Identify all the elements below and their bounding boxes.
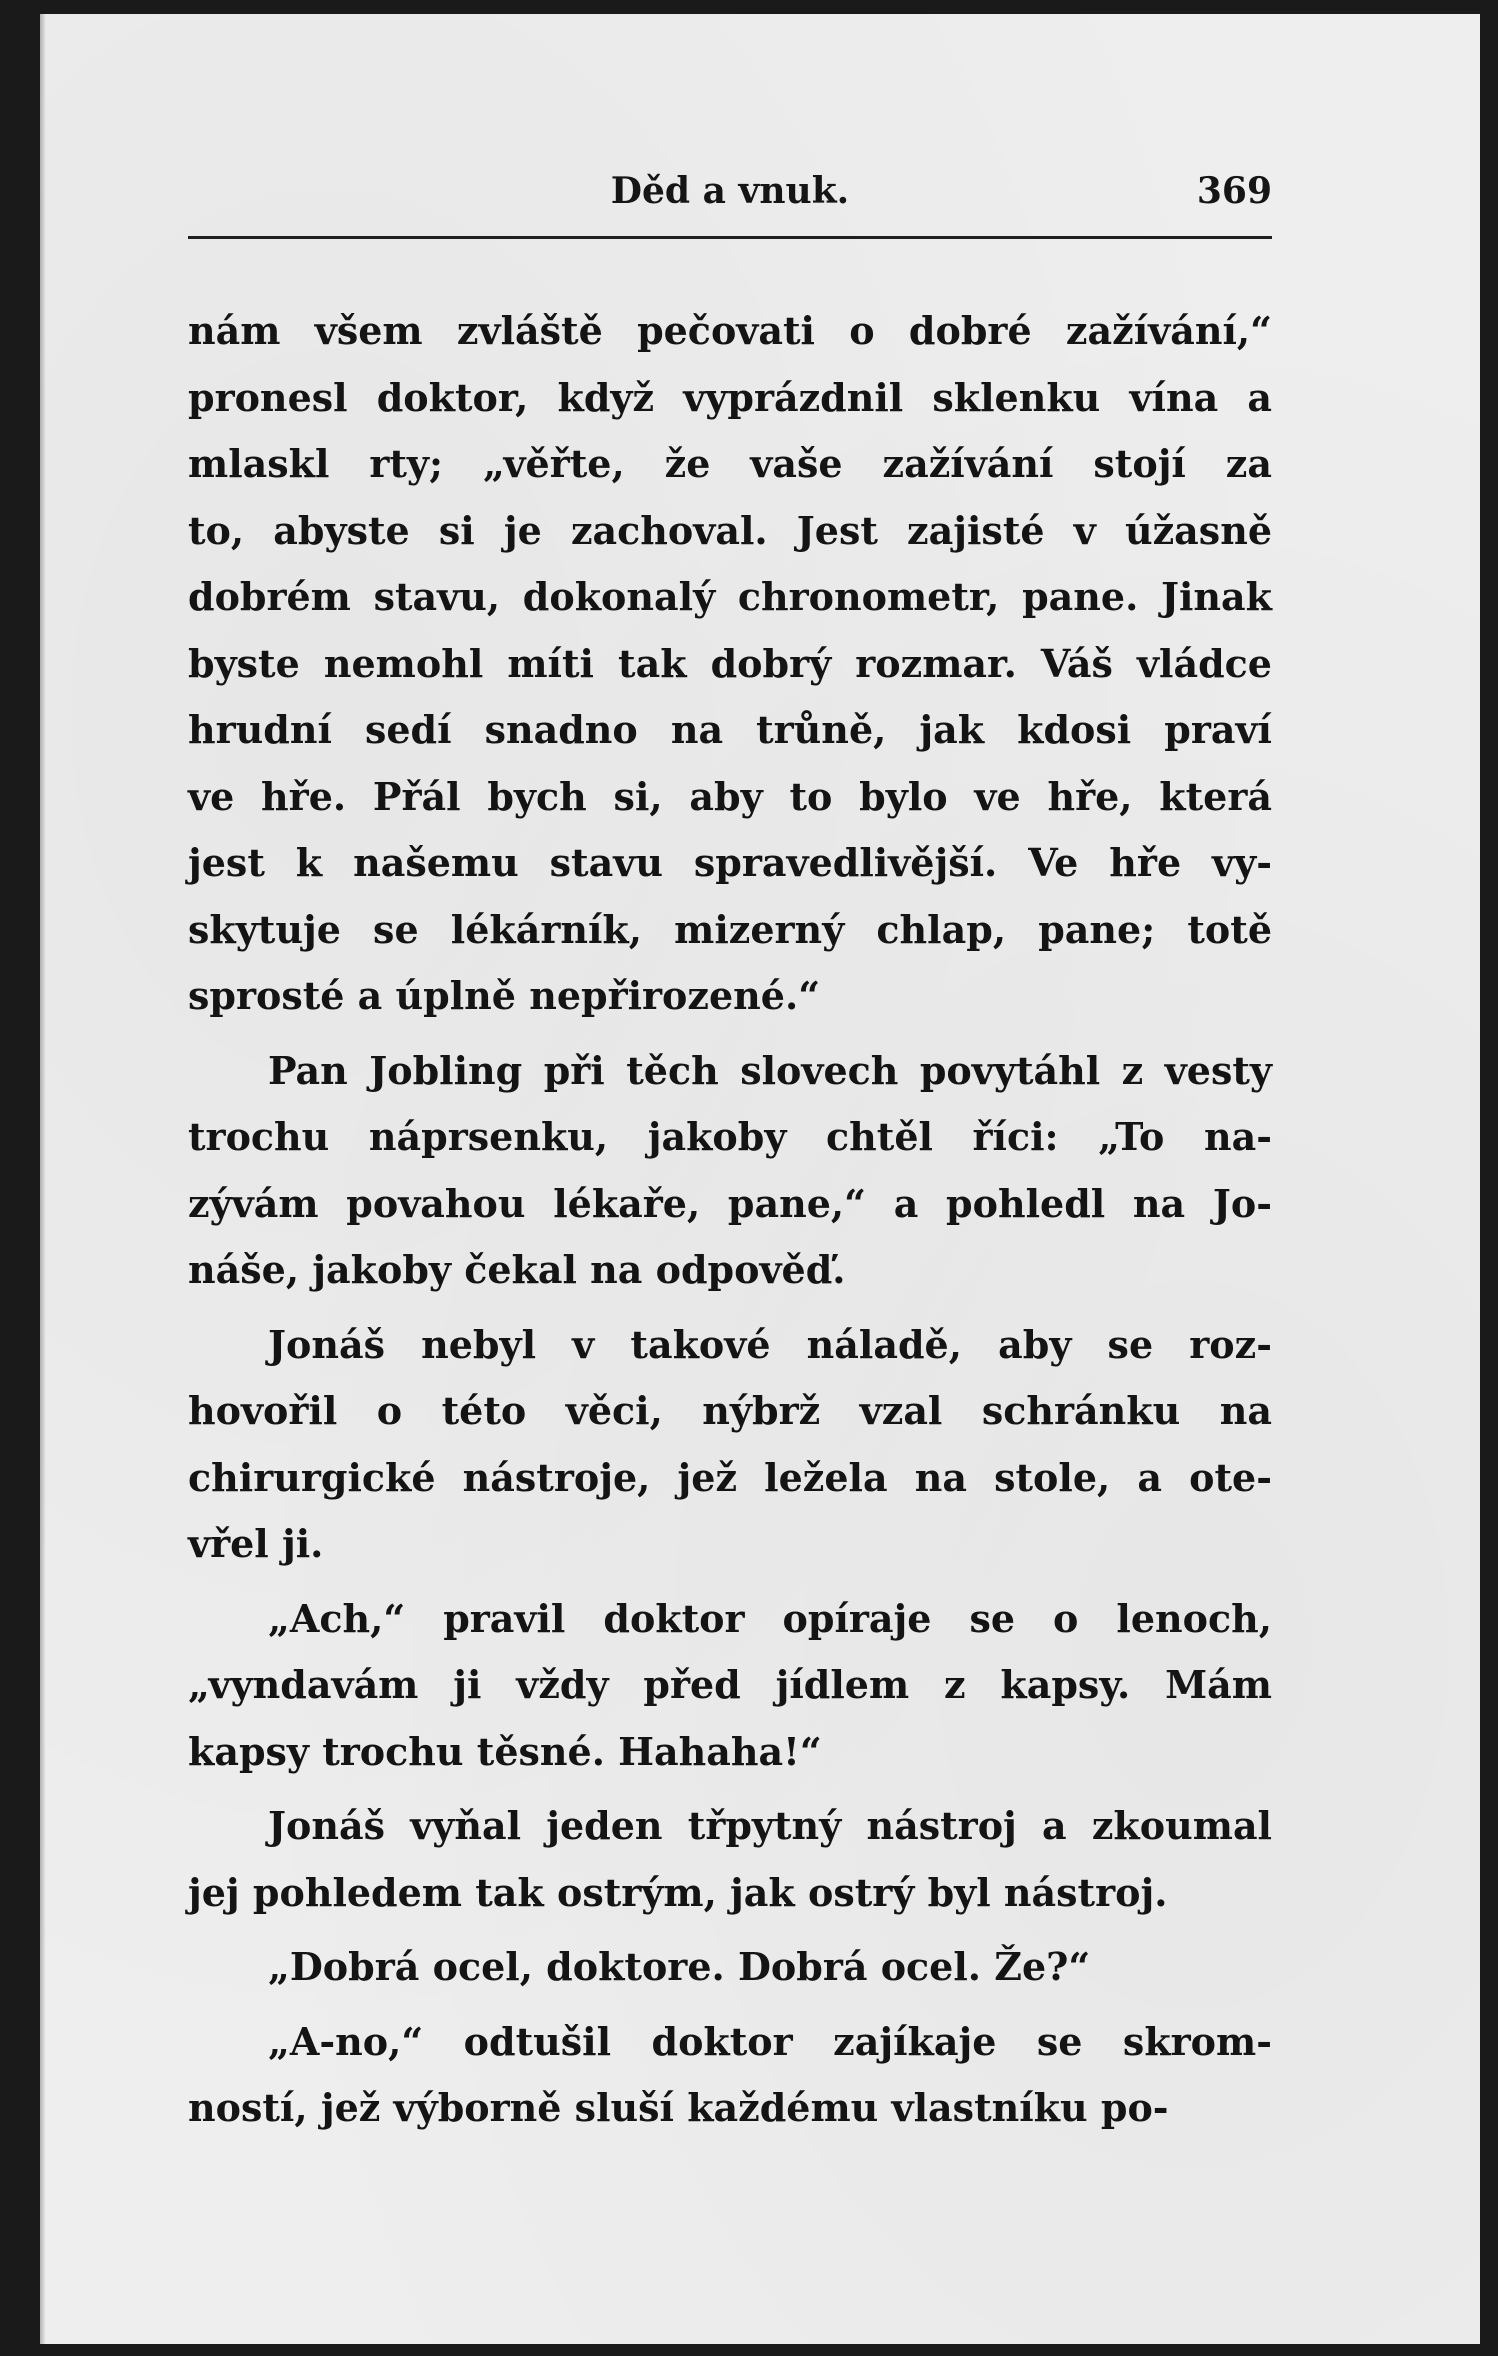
running-title: Děd a vnuk. — [610, 170, 850, 212]
text-line: náše, jakoby čekal na odpověď. — [188, 1247, 846, 1292]
text-line: ve hře. Přál bych si, aby to bylo ve hře, která — [188, 773, 1272, 819]
paragraph-gap — [188, 1926, 1272, 1934]
body-text — [188, 298, 1272, 2142]
text-line: „Ach,“ pravil doktor opíraje se o lenoch, — [268, 1595, 1272, 1641]
paragraph — [188, 1934, 1272, 2001]
paragraph-gap — [188, 1578, 1272, 1586]
text-line: hovořil o této věci, nýbrž vzal schránku na — [188, 1388, 1272, 1433]
text-line: sprosté a úplně nepřirozené.“ — [188, 973, 821, 1018]
text-line: Pan Jobling při těch slovech povytáhl z vesty — [268, 1047, 1272, 1093]
paragraph-gap — [188, 1030, 1272, 1038]
text-line: Jonáš nebyl v takové náladě, aby se roz- — [268, 1321, 1272, 1367]
text-line: Jonáš vyňal jeden třpytný nástroj a zkoumal — [268, 1803, 1272, 1848]
paragraph-gap — [188, 1304, 1272, 1312]
paragraph — [188, 1038, 1272, 1304]
text-line: nám všem zvláště pečovati o dobré zažívání,“ — [188, 308, 1272, 353]
paragraph — [188, 1586, 1272, 1786]
text-line: hrudní sedí snadno na trůně, jak kdosi praví — [188, 707, 1272, 752]
header-rule — [188, 236, 1272, 239]
text-line: „A-no,“ odtušil doktor zajíkaje se skrom- — [268, 2018, 1272, 2064]
text-line: jest k našemu stavu spravedlivější. Ve hře vy- — [188, 840, 1272, 885]
text-line: kapsy trochu těsné. Hahaha!“ — [188, 1728, 822, 1774]
paragraph-gap — [188, 2001, 1272, 2009]
text-line: chirurgické nástroje, jež ležela na stole, a ote- — [188, 1454, 1272, 1500]
text-line: „Dobrá ocel, doktore. Dobrá ocel. Že?“ — [268, 1944, 1091, 1989]
paragraph — [188, 2009, 1272, 2142]
text-line: dobrém stavu, dokonalý chronometr, pane. Jinak — [188, 574, 1272, 619]
text-line: byste nemohl míti tak dobrý rozmar. Váš vládce — [188, 640, 1272, 686]
paragraph — [188, 1793, 1272, 1926]
text-line: trochu náprsenku, jakoby chtěl říci: „To na- — [188, 1114, 1272, 1159]
page-number: 369 — [1196, 170, 1272, 212]
paragraph — [188, 298, 1272, 1030]
text-line: to, abyste si je zachoval. Jest zajisté v úžasně — [188, 507, 1272, 553]
text-line: skytuje se lékárník, mizerný chlap, pane; totě — [188, 906, 1272, 952]
running-head — [188, 170, 1272, 230]
text-line: „vyndavám ji vždy před jídlem z kapsy. Mám — [188, 1662, 1272, 1707]
paragraph-gap — [188, 1785, 1272, 1793]
text-line: mlaskl rty; „věřte, že vaše zažívání stojí za — [188, 441, 1272, 486]
paragraph — [188, 1312, 1272, 1578]
text-line: vřel ji. — [188, 1521, 324, 1566]
page-edge-shadow — [40, 14, 46, 2344]
text-line: pronesl doktor, když vyprázdnil sklenku vína a — [188, 374, 1272, 420]
text-line: jej pohledem tak ostrým, jak ostrý byl nástroj. — [188, 1869, 1168, 1915]
text-line: zývám povahou lékaře, pane,“ a pohledl na Jo- — [188, 1180, 1272, 1226]
text-line: ností, jež výborně sluší každému vlastníku po- — [188, 2085, 1169, 2130]
